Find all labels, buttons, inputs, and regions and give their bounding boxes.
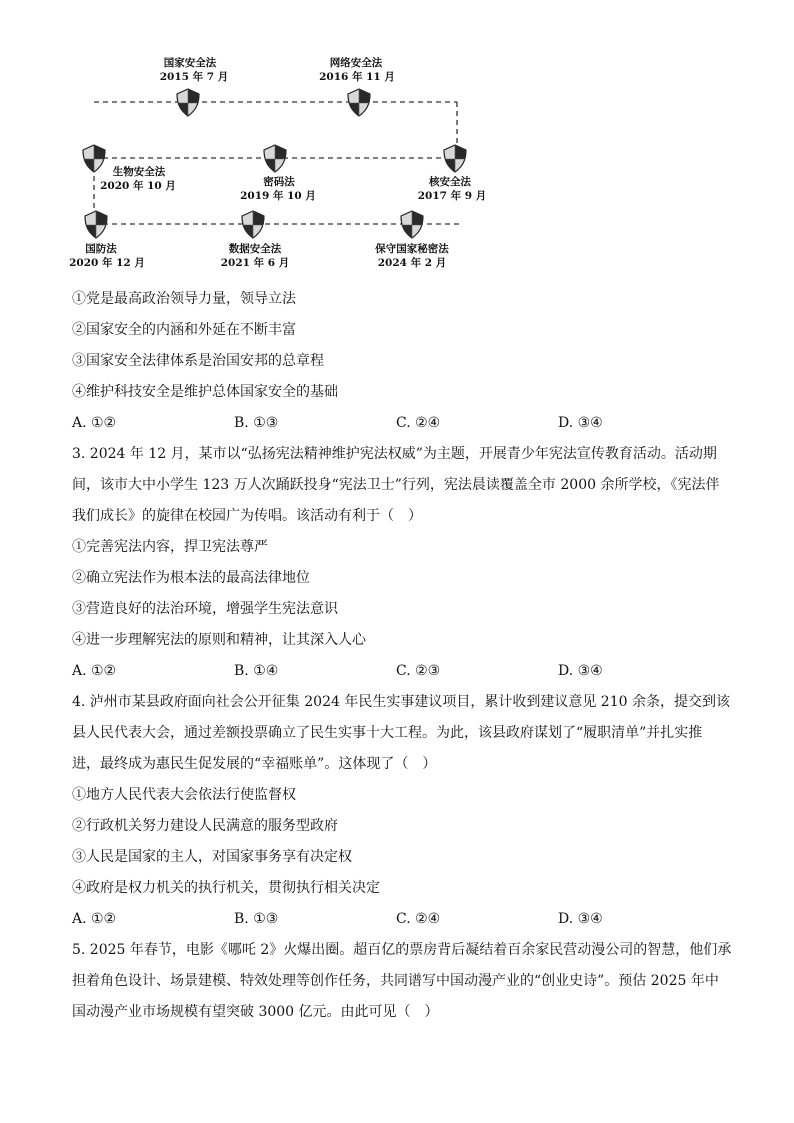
question-5 xyxy=(72,935,732,1028)
question-text: 3. 2024 年 12 月，某市以“弘扬宪法精神维护宪法权威”为主题，开展青少年宪法宣传教育活动。活动期 xyxy=(72,446,717,462)
question-text: 4. 泸州市某县政府面向社会公开征集 2024 年民生实事建议项目，累计收到建议意见 210 余条，提交到该 xyxy=(72,694,730,710)
option-b: B. ①④ xyxy=(234,663,279,679)
question-text: 担着角色设计、场景建模、特效处理等创作任务，共同谱写中国动漫产业的“创业史诗”。预估 2025 年中 xyxy=(72,973,719,989)
shield-icon xyxy=(83,145,105,172)
question-text: 县人民代表大会，通过差额投票确立了民生实事十大工程。为此，该县政府谋划了“履职清单”并扎实推 xyxy=(72,725,703,741)
question-3 xyxy=(72,439,722,687)
exam-content xyxy=(72,284,732,1028)
question-text: 5. 2025 年春节，电影《哪吒 2》火爆出圈。超百亿的票房背后凝结着百余家民营动漫公司的智慧，他们承 xyxy=(72,942,732,958)
statement: ②确立宪法作为根本法的最高法律地位 xyxy=(72,570,310,586)
option-a: A. ①② xyxy=(72,663,117,679)
shield-icon xyxy=(177,89,199,116)
shield-icon xyxy=(348,89,370,116)
shield-icon xyxy=(444,145,466,172)
statement: ②国家安全的内涵和外延在不断丰富 xyxy=(72,322,296,338)
law-timeline xyxy=(0,0,794,280)
statement: ③人民是国家的主人，对国家事务享有决定权 xyxy=(72,849,352,865)
question-text: 间，该市大中小学生 123 万人次踊跃投身“宪法卫士”行列，宪法晨读覆盖全市 2000 余所学校，《宪法伴 xyxy=(72,477,720,493)
option-c: C. ②④ xyxy=(396,911,441,927)
law-name: 保守国家秘密法 xyxy=(375,243,449,255)
question-2-statements xyxy=(72,284,722,408)
statement: ④政府是权力机关的执行机关，贯彻执行相关决定 xyxy=(72,880,380,896)
statement: ④进一步理解宪法的原则和精神，让其深入人心 xyxy=(72,632,366,648)
question-text: 国动漫产业市场规模有望突破 3000 亿元。由此可见（ ） xyxy=(72,1004,439,1020)
law-date: 2020 年 12 月 xyxy=(69,257,145,269)
statement: ③营造良好的法治环境，增强学生宪法意识 xyxy=(72,601,338,617)
option-a: A. ①② xyxy=(72,911,117,927)
statement: ④维护科技安全是维护总体国家安全的基础 xyxy=(72,384,338,400)
law-name: 网络安全法 xyxy=(329,57,383,69)
question-2-options xyxy=(72,408,722,439)
law-date: 2016 年 11 月 xyxy=(319,71,395,83)
option-d: D. ③④ xyxy=(558,415,603,431)
question-text: 进，最终成为惠民生促发展的“幸福账单”。这体现了（ ） xyxy=(72,756,437,772)
law-name: 国防法 xyxy=(85,243,117,255)
statement: ①地方人民代表大会依法行使监督权 xyxy=(72,787,296,803)
question-4-options xyxy=(72,904,722,935)
option-d: D. ③④ xyxy=(558,663,603,679)
option-d: D. ③④ xyxy=(558,911,603,927)
question-text: 我们成长》的旋律在校园广为传唱。该活动有利于（ ） xyxy=(72,508,422,524)
question-3-options xyxy=(72,656,722,687)
option-b: B. ①③ xyxy=(234,415,279,431)
law-name: 数据安全法 xyxy=(228,243,282,255)
law-name: 生物安全法 xyxy=(112,166,166,178)
law-name: 核安全法 xyxy=(429,176,471,188)
law-date: 2020 年 10 月 xyxy=(100,180,176,192)
option-b: B. ①③ xyxy=(234,911,279,927)
option-c: C. ②③ xyxy=(396,663,441,679)
law-name: 密码法 xyxy=(263,176,295,188)
statement: ①党是最高政治领导力量，领导立法 xyxy=(72,291,296,307)
law-name: 国家安全法 xyxy=(163,57,217,69)
option-c: C. ②④ xyxy=(396,415,441,431)
statement: ②行政机关努力建设人民满意的服务型政府 xyxy=(72,818,338,834)
statement: ③国家安全法律体系是治国安邦的总章程 xyxy=(72,353,324,369)
law-date: 2019 年 10 月 xyxy=(240,190,316,202)
statement: ①完善宪法内容，捍卫宪法尊严 xyxy=(72,539,268,555)
law-date: 2015 年 7 月 xyxy=(159,71,229,83)
law-date: 2017 年 9 月 xyxy=(417,190,487,202)
shield-icon xyxy=(85,211,107,238)
shield-icon xyxy=(264,145,286,172)
option-a: A. ①② xyxy=(72,415,117,431)
shield-icon xyxy=(401,211,423,238)
shield-icon xyxy=(242,211,264,238)
law-date: 2021 年 6 月 xyxy=(220,257,290,269)
question-4 xyxy=(72,687,730,935)
law-date: 2024 年 2 月 xyxy=(377,257,447,269)
